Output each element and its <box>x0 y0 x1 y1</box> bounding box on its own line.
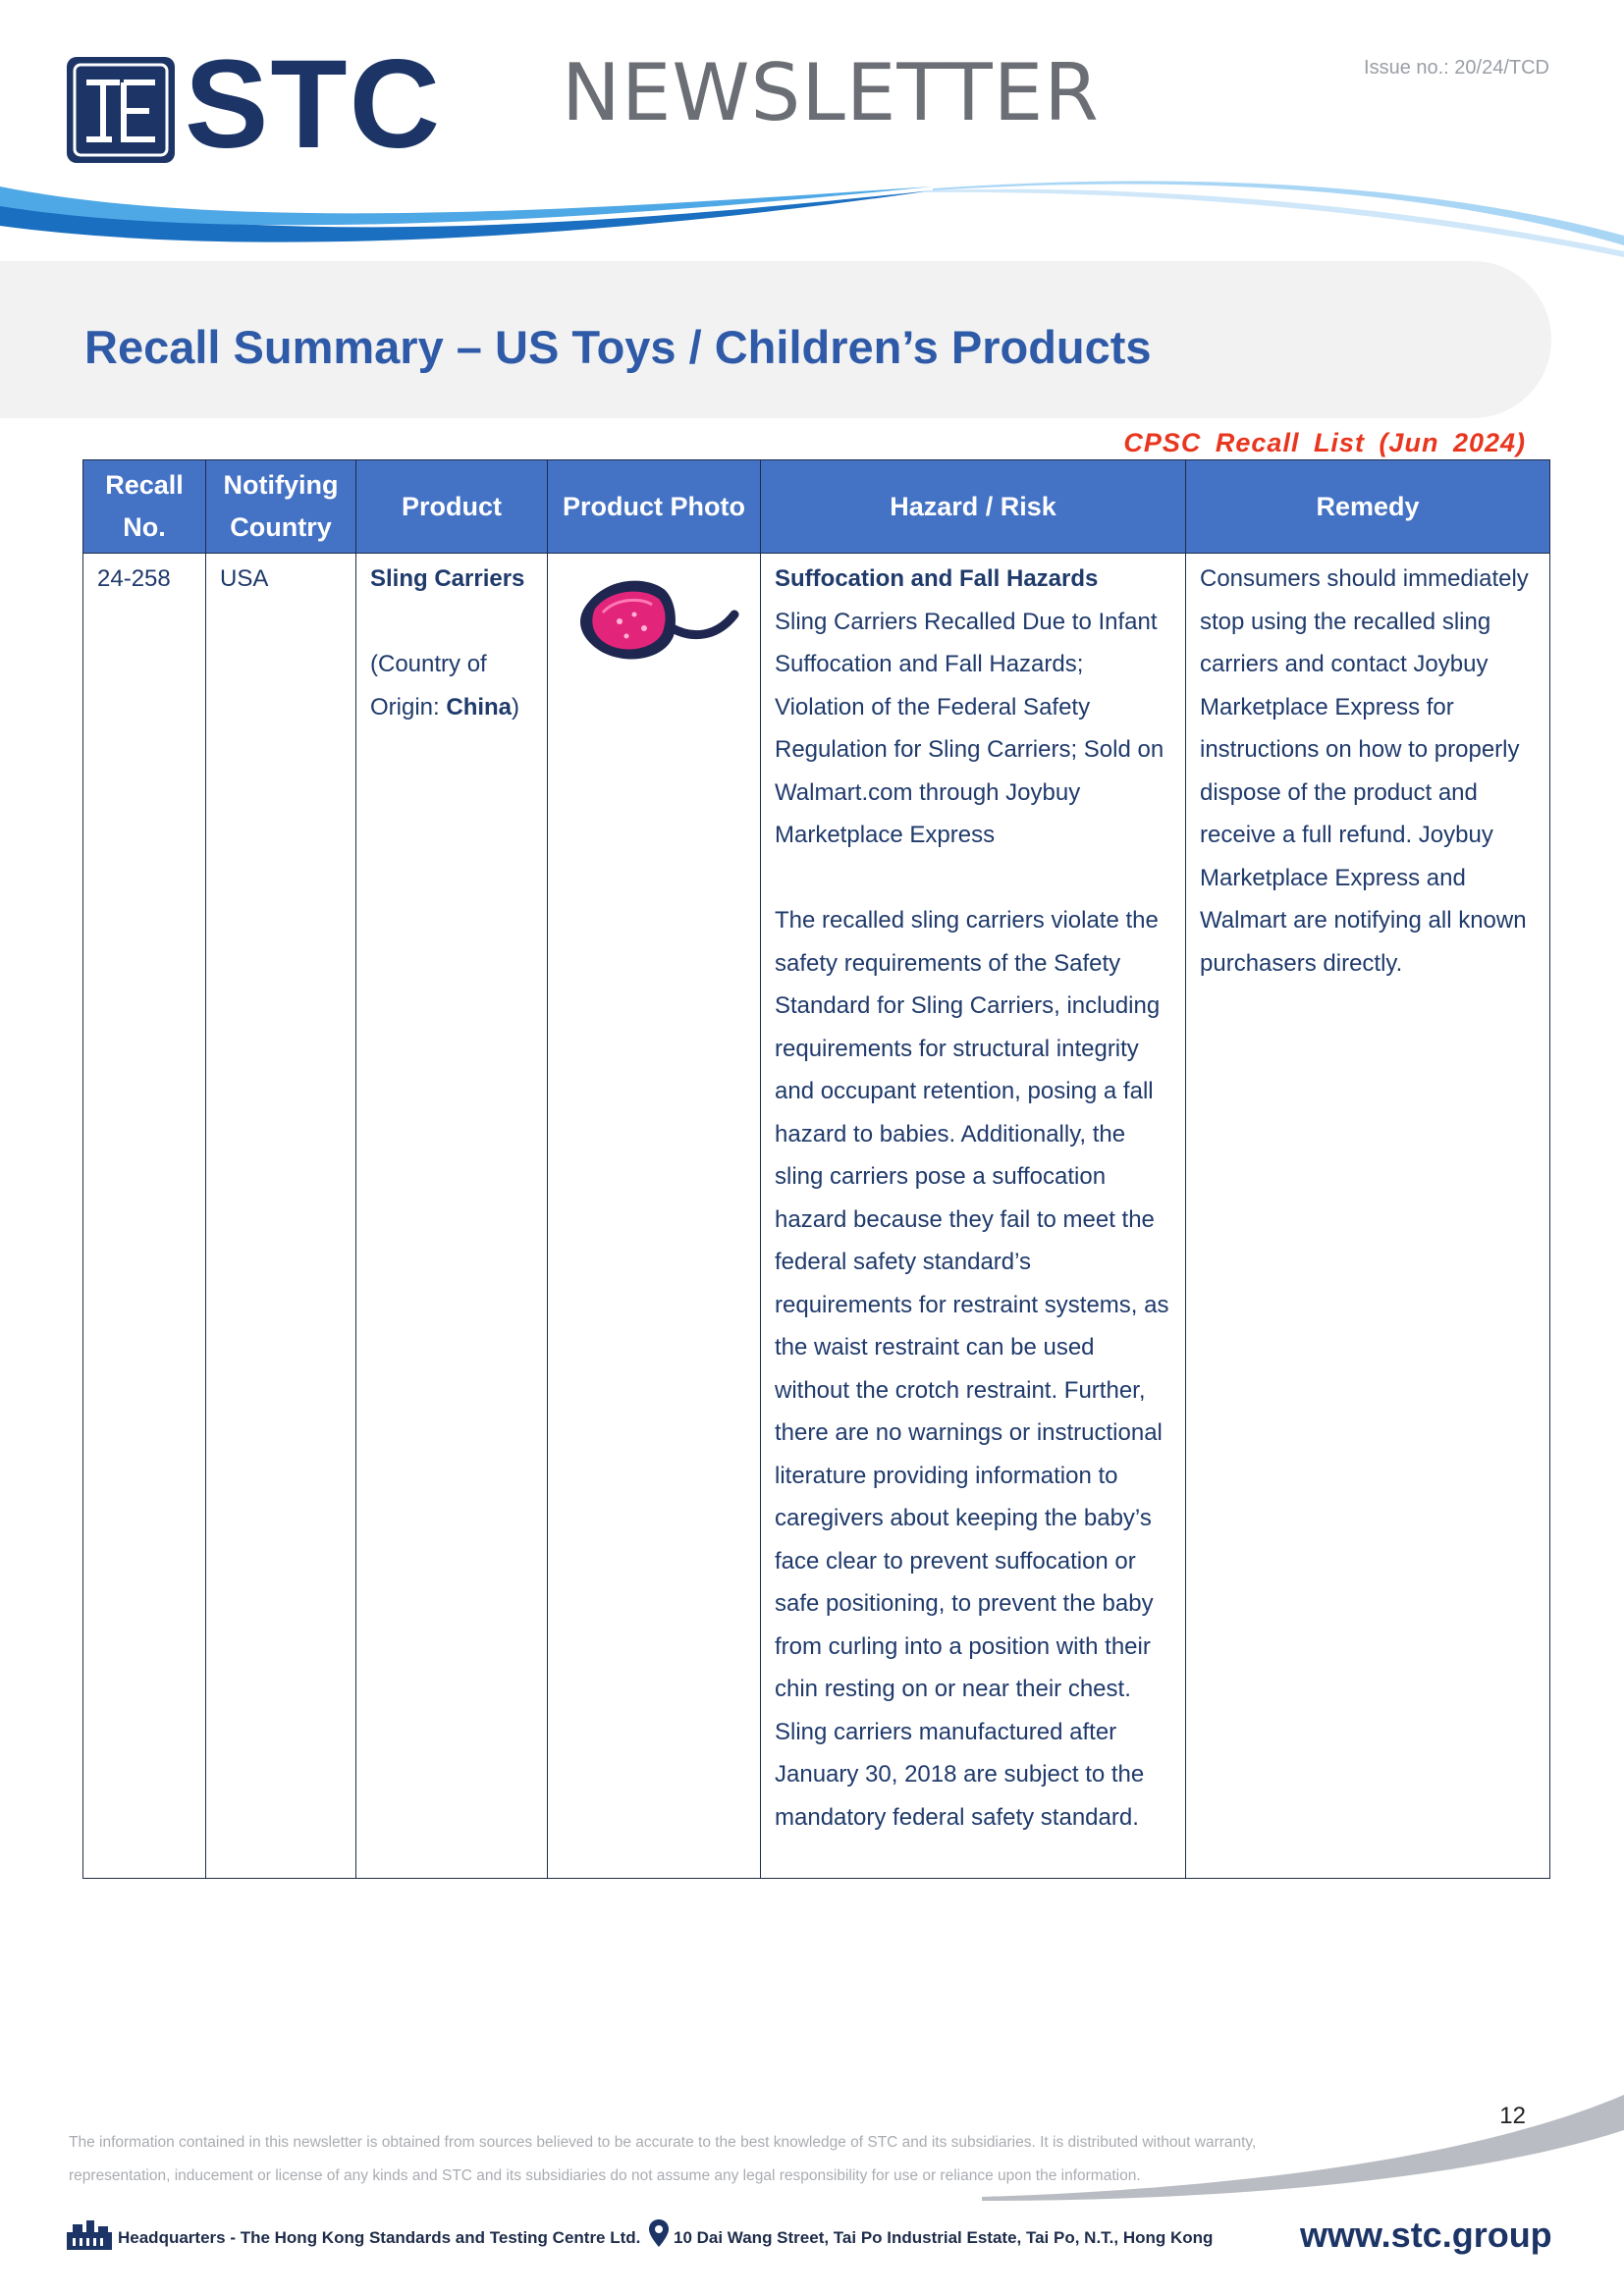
hazard-cell <box>761 554 1186 1879</box>
recall-no-cell: 24-258 <box>83 554 206 1879</box>
table-header-row <box>83 460 1550 554</box>
hazard-detail: The recalled sling carriers violate the safety requirements of the Safety Standard for Sling Carriers, including requirements for structural integrity and occupant retention, posing a fall hazard to babies. Additionally, the sling carriers pose a suffocation hazard because they fail to meet the federal safety standard’s requirements for restraint systems, as the waist restraint can be used without the crotch restraint. Further, there are no warnings or instructional literature providing information to caregivers about keeping the baby’s face clear to prevent suffocation or safe positioning, to prevent the baby from curling into a position with their chin resting on or near their chest. Sling carriers manufactured after January 30, 2018 are subject to the mandatory federal safety standard. <box>775 907 1169 1831</box>
newsletter-title: NEWSLETTER <box>562 47 1100 138</box>
product-photo-cell <box>548 554 761 1879</box>
page-header <box>0 0 1624 265</box>
location-pin-icon <box>648 2218 670 2248</box>
headquarters-text: Headquarters - The Hong Kong Standards and Testing Centre Ltd. <box>118 2228 641 2247</box>
remedy-cell: Consumers should immediately stop using the recalled sling carriers and contact Joybuy Marketplace Express for instructions on how to properly dispose of the product and receive a full refund. Joybuy Marketplace Express and Walmart are notifying all known purchasers directly. <box>1186 554 1550 1879</box>
header-swoosh-decoration <box>0 177 1624 265</box>
footer-bar <box>65 2215 1567 2264</box>
header-notifying-country: Notifying Country <box>206 460 356 554</box>
product-name: Sling Carriers <box>370 565 525 592</box>
sling-carrier-photo-icon <box>566 567 742 685</box>
issue-number: Issue no.: 20/24/TCD <box>1364 57 1549 79</box>
table-row <box>83 554 1550 1879</box>
origin-label: Origin: <box>370 693 447 721</box>
origin-country: China <box>446 693 513 721</box>
header-remedy: Remedy <box>1186 460 1550 554</box>
hazard-title: Suffocation and Fall Hazards <box>775 565 1099 592</box>
recall-table <box>82 459 1550 1879</box>
section-title: Recall Summary – US Toys / Children’s Products <box>84 321 1152 373</box>
origin-suffix: ) <box>512 693 520 721</box>
headquarters-building-icon <box>65 2218 114 2252</box>
website-link[interactable]: www.stc.group <box>1300 2215 1552 2255</box>
page-number: 12 <box>1499 2103 1526 2129</box>
stc-logo-icon <box>67 57 175 163</box>
hazard-summary: Sling Carriers Recalled Due to Infant Suffocation and Fall Hazards; Violation of the Federal Safety Regulation for Sling Carriers; Sold on Walmart.com through Joybuy Marketplace Express <box>775 608 1164 848</box>
origin-prefix: (Country of <box>370 651 487 677</box>
header-recall-no: Recall No. <box>83 460 206 554</box>
header-hazard-risk: Hazard / Risk <box>761 460 1186 554</box>
address-text: 10 Dai Wang Street, Tai Po Industrial Estate, Tai Po, N.T., Hong Kong <box>674 2228 1214 2247</box>
country-cell: USA <box>206 554 356 1879</box>
product-cell <box>356 554 548 1879</box>
logo-wordmark: STC <box>185 34 442 175</box>
recall-list-label: CPSC Recall List (Jun 2024) <box>1123 428 1526 457</box>
header-product-photo: Product Photo <box>548 460 761 554</box>
disclaimer: The information contained in this newsletter is obtained from sources believed to be accurate to the best knowledge of STC and its subsidiaries. It is distributed without warranty, representation, inducement or license of any kinds and STC and its subsidiaries do not assume any legal responsibility for use or reliance upon the information. <box>69 2134 1257 2184</box>
header-product: Product <box>356 460 548 554</box>
